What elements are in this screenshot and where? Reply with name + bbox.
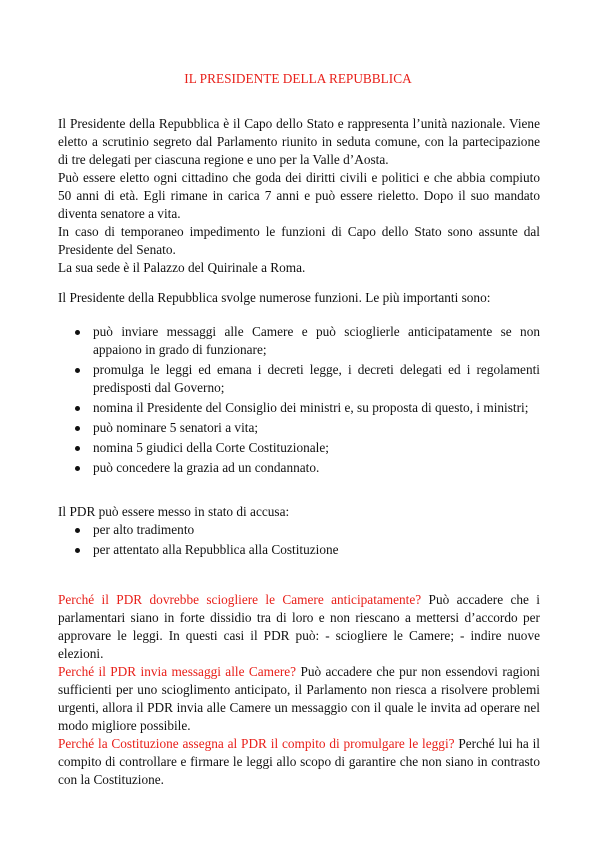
page-title: IL PRESIDENTE DELLA REPUBBLICA	[184, 71, 412, 86]
qa-section	[58, 591, 540, 789]
qa-answer: Può accadere che i parlamentari siano in forte dissidio tra di loro e non riescano a mettersi d’accordo per approvare le leggi. In questi casi il PDR può: - sciogliere le Camere; - indire nuove elezioni.	[58, 592, 540, 661]
qa-question: Perché il PDR invia messaggi alle Camere?	[58, 664, 297, 679]
bullet-icon	[75, 330, 80, 335]
bullet-icon	[75, 426, 80, 431]
list-item: può nominare 5 senatori a vita;	[58, 419, 540, 437]
accusation-intro: Il PDR può essere messo in stato di accusa:	[58, 504, 290, 519]
intro-section	[58, 115, 540, 277]
functions-section	[58, 289, 540, 307]
functions-intro: Il Presidente della Repubblica svolge numerose funzioni. Le più importanti sono:	[58, 290, 491, 305]
functions-list-wrapper	[58, 323, 540, 479]
list-item: per attentato alla Repubblica alla Costituzione	[58, 541, 540, 559]
qa-answer: Perché lui ha il compito di controllare e firmare le leggi allo scopo di garantire che non siano in contrasto con la Costituzione.	[58, 736, 540, 787]
accusation-section	[58, 503, 540, 561]
bullet-icon	[75, 406, 80, 411]
list-item: nomina 5 giudici della Corte Costituzionale;	[58, 439, 540, 457]
bullet-icon	[75, 466, 80, 471]
intro-paragraph: Può essere eletto ogni cittadino che goda dei diritti civili e politici e che abbia compiuto 50 anni di età. Egli rimane in carica 7 anni e può essere rieletto. Dopo il suo mandato diventa senatore a vita.	[58, 170, 540, 221]
qa-question: Perché la Costituzione assegna al PDR il compito di promulgare le leggi?	[58, 736, 455, 751]
intro-paragraph: Il Presidente della Repubblica è il Capo dello Stato e rappresenta l’unità nazionale. Viene eletto a scrutinio segreto dal Parlamento riunito in seduta comune, con la partecipazione di tre delegati per ciascuna regione e uno per la Valle d’Aosta.	[58, 116, 540, 167]
qa-item	[58, 735, 540, 789]
qa-answer: Può accadere che pur non essendovi ragioni sufficienti per uno scioglimento anticipato, il Parlamento non riesca a risolvere problemi urgenti, allora il PDR invia alle Camere un messaggio con il quale le invita ad operare nel modo migliore possibile.	[58, 664, 540, 733]
bullet-icon	[75, 548, 80, 553]
list-item: nomina il Presidente del Consiglio dei ministri e, su proposta di questo, i ministri;	[58, 399, 540, 417]
intro-paragraph: In caso di temporaneo impedimento le funzioni di Capo dello Stato sono assunte dal Presidente del Senato.	[58, 224, 540, 257]
list-item: può concedere la grazia ad un condannato.	[58, 459, 540, 477]
qa-question: Perché il PDR dovrebbe sciogliere le Camere anticipatamente?	[58, 592, 422, 607]
bullet-icon	[75, 528, 80, 533]
functions-list	[58, 323, 540, 477]
accusation-list	[58, 521, 540, 559]
bullet-icon	[75, 446, 80, 451]
qa-item	[58, 591, 540, 663]
bullet-icon	[75, 368, 80, 373]
intro-paragraph: La sua sede è il Palazzo del Quirinale a Roma.	[58, 260, 306, 275]
list-item: promulga le leggi ed emana i decreti legge, i decreti delegati ed i regolamenti predisposti dal Governo;	[58, 361, 540, 397]
qa-item	[58, 663, 540, 735]
list-item: può inviare messaggi alle Camere e può scioglierle anticipatamente se non appaiono in grado di funzionare;	[58, 323, 540, 359]
list-item: per alto tradimento	[58, 521, 540, 539]
